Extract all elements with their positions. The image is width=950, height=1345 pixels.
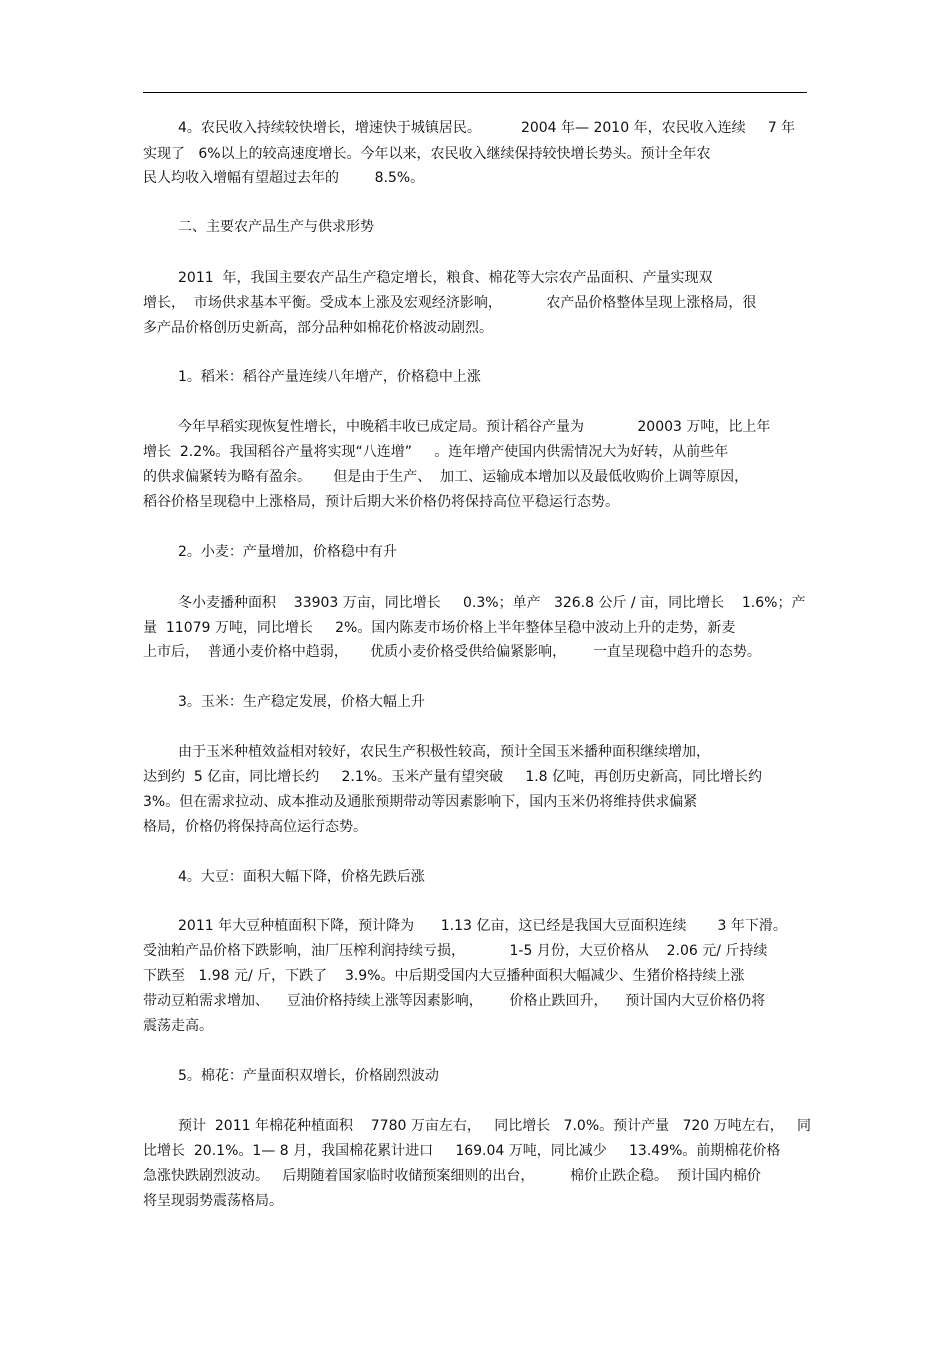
wheat-line-3: 上市后， 普通小麦价格中趋弱， 优质小麦价格受供给偏紧影响， 一直呈现稳中趋升的态势。: [143, 644, 761, 660]
soy-line-4: 带动豆粕需求增加、 豆油价格持续上涨等因素影响， 价格止跌回升， 预计国内大豆价格仍将: [143, 993, 766, 1009]
cotton-heading: 5。棉花：产量面积双增长，价格剧烈波动: [178, 1068, 439, 1084]
s2-line-1: 2011 年，我国主要农产品生产稳定增长，粮食、棉花等大宗农产品面积、产量实现双: [178, 270, 713, 286]
corn-line-1: 由于玉米种植效益相对较好，农民生产积极性较高，预计全国玉米播种面积继续增加，: [178, 744, 710, 760]
rice-line-2: 增长 2.2%。我国稻谷产量将实现“八连增” 。连年增产使国内供需情况大为好转，从前些年: [143, 444, 729, 460]
cotton-line-3: 急涨快跌剧烈波动。 后期随着国家临时收储预案细则的出台， 棉价止跌企稳。 预计国内棉价: [143, 1168, 761, 1184]
soy-line-5: 震荡走高。: [143, 1018, 213, 1034]
s1-line-1: 4。农民收入持续较快增长，增速快于城镇居民。 2004 年— 2010 年，农民收入连续 7 年: [178, 120, 796, 136]
soy-line-1: 2011 年大豆种植面积下降，预计降为 1.13 亿亩，这已经是我国大豆面积连续 3 年下滑。: [178, 918, 787, 934]
corn-line-2: 达到约 5 亿亩，同比增长约 2.1%。玉米产量有望突破 1.8 亿吨，再创历史新高，同比增长约: [143, 769, 763, 785]
s1-line-3: 民人均收入增幅有望超过去年的 8.5%。: [143, 170, 425, 186]
soy-line-3: 下跌至 1.98 元/ 斤，下跌了 3.9%。中后期受国内大豆播种面积大幅减少、生猪价格持续上涨: [143, 968, 745, 984]
section-heading: 二、主要农产品生产与供求形势: [178, 219, 374, 235]
wheat-line-2: 量 11079 万吨，同比增长 2%。国内陈麦市场价格上半年整体呈稳中波动上升的走势，新麦: [143, 620, 736, 636]
corn-heading: 3。玉米：生产稳定发展，价格大幅上升: [178, 694, 425, 710]
rice-line-4: 稻谷价格呈现稳中上涨格局，预计后期大米价格仍将保持高位平稳运行态势。: [143, 494, 619, 510]
corn-line-4: 格局，价格仍将保持高位运行态势。: [143, 819, 367, 835]
rice-heading: 1。稻米：稻谷产量连续八年增产，价格稳中上涨: [178, 369, 481, 385]
wheat-line-1: 冬小麦播种面积 33903 万亩，同比增长 0.3%；单产 326.8 公斤 / 亩，同比增长 1.6%；产: [178, 595, 806, 611]
soy-heading: 4。大豆：面积大幅下降，价格先跌后涨: [178, 869, 425, 885]
soy-line-2: 受油粕产品价格下跌影响，油厂压榨利润持续亏损， 1-5 月份，大豆价格从 2.06 元/ 斤持续: [143, 943, 768, 959]
wheat-heading: 2。小麦：产量增加，价格稳中有升: [178, 544, 397, 560]
cotton-line-4: 将呈现弱势震荡格局。: [143, 1193, 283, 1209]
rice-line-3: 的供求偏紧转为略有盈余。 但是由于生产、 加工、运输成本增加以及最低收购价上调等原因，: [143, 469, 749, 485]
rice-line-1: 今年早稻实现恢复性增长，中晚稻丰收已成定局。预计稻谷产量为 20003 万吨，比上年: [178, 419, 771, 435]
s2-line-2: 增长， 市场供求基本平衡。受成本上涨及宏观经济影响， 农产品价格整体呈现上涨格局，很: [143, 295, 757, 311]
top-rule: [143, 92, 807, 93]
cotton-line-1: 预计 2011 年棉花种植面积 7780 万亩左右， 同比增长 7.0%。预计产量 720 万吨左右， 同: [178, 1118, 811, 1134]
cotton-line-2: 比增长 20.1%。1— 8 月，我国棉花累计进口 169.04 万吨，同比减少 13.49%。前期棉花价格: [143, 1143, 781, 1159]
s2-line-3: 多产品价格创历史新高，部分品种如棉花价格波动剧烈。: [143, 320, 493, 336]
corn-line-3: 3%。但在需求拉动、成本推动及通胀预期带动等因素影响下，国内玉米仍将维持供求偏紧: [143, 794, 698, 810]
s1-line-2: 实现了 6%以上的较高速度增长。今年以来，农民收入继续保持较快增长势头。预计全年农: [143, 146, 711, 162]
